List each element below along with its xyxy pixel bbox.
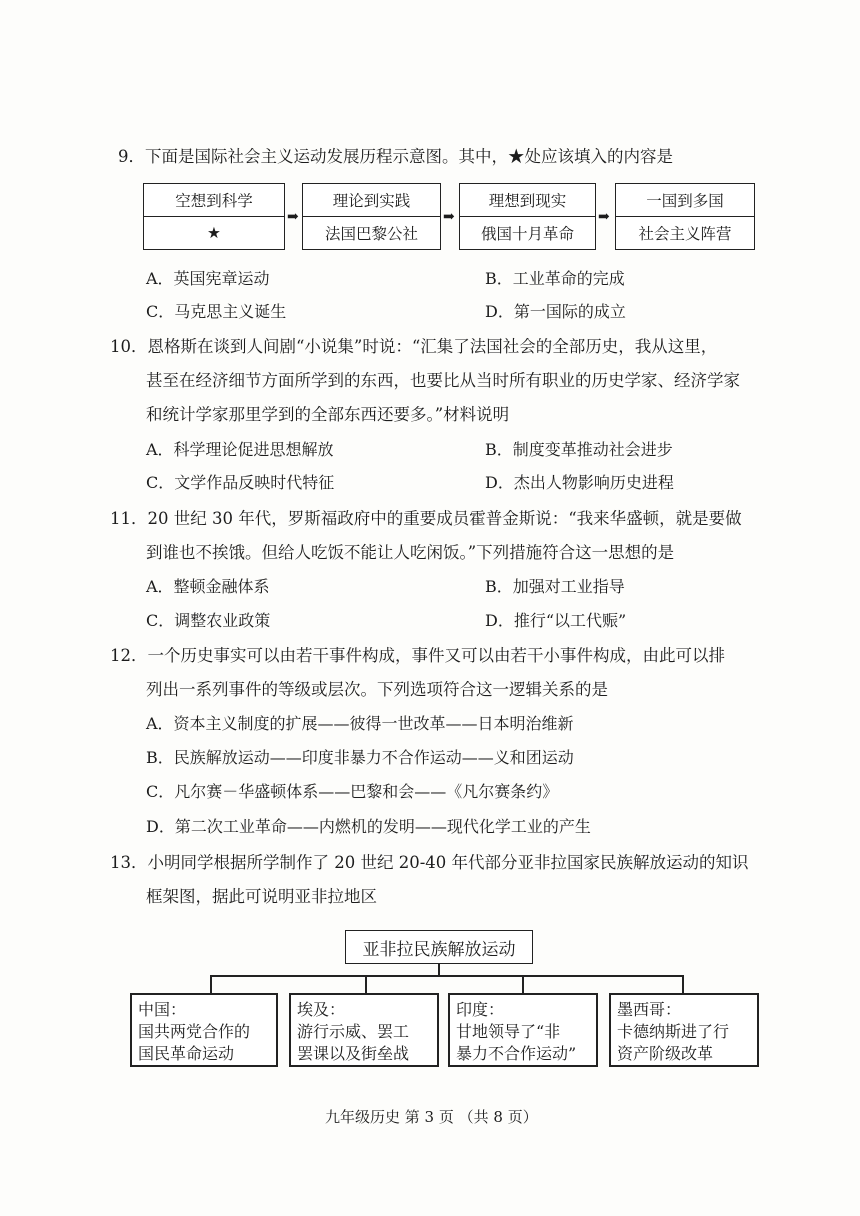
box-line: 卡德纳斯进了行 [617, 1022, 730, 1041]
framework-box-mexico [609, 993, 759, 1067]
connector-drop-4 [682, 975, 684, 993]
q11-option-d: D．推行“以工代赈” [485, 611, 627, 630]
connector-bar [210, 975, 683, 977]
box-line: 印度： [456, 1000, 505, 1019]
q9-option-a: A．英国宪章运动 [146, 269, 270, 288]
q12-option-a: A．资本主义制度的扩展——彼得一世改革——日本明治维新 [146, 714, 574, 733]
flow-box-3 [459, 183, 596, 250]
flow-box-4 [615, 183, 755, 250]
q9-option-b: B．工业革命的完成 [485, 269, 625, 288]
framework-box-india [448, 993, 598, 1067]
q11-option-b: B．加强对工业指导 [485, 577, 625, 596]
q10-option-a: A．科学理论促进思想解放 [146, 440, 334, 459]
box-line: 中国： [138, 1000, 187, 1019]
q12-stem-line-1: 12．一个历史事实可以由若干事件构成，事件又可以由若干小事件构成，由此可以排 [110, 646, 725, 665]
framework-title: 亚非拉民族解放运动 [345, 930, 533, 964]
flow-arrow-icon: ➡ [443, 209, 455, 225]
q9-option-c: C．马克思主义诞生 [146, 302, 287, 321]
q10-stem-line-2: 甚至在经济细节方面所学到的东西，也要比从当时所有职业的历史学家、经济学家 [146, 371, 740, 390]
q10-stem-line-1: 10．恩格斯在谈到人间剧“小说集”时说：“汇集了法国社会的全部历史，我从这里， [110, 337, 718, 356]
flow-box-4-top: 一国到多国 [616, 184, 754, 217]
framework-box-egypt [289, 993, 439, 1067]
flow-box-3-bottom: 俄国十月革命 [480, 224, 574, 243]
flow-box-1 [143, 183, 285, 250]
box-line: 甘地领导了“非 [456, 1022, 561, 1041]
q13-stem-line-1: 13．小明同学根据所学制作了 20 世纪 20-40 年代部分亚非拉国家民族解放运动的知识 [110, 853, 749, 872]
flow-box-4-bottom: 社会主义阵营 [638, 224, 732, 243]
q10-option-d: D．杰出人物影响历史进程 [485, 473, 674, 492]
q10-stem-line-3: 和统计学家那里学到的全部东西还要多。”材料说明 [146, 405, 510, 424]
connector-drop-1 [210, 975, 212, 993]
page-footer: 九年级历史 第 3 页 （共 8 页） [325, 1108, 538, 1126]
q9-option-d: D．第一国际的成立 [485, 302, 626, 321]
box-line: 国民革命运动 [138, 1044, 235, 1063]
q11-option-c: C．调整农业政策 [146, 611, 271, 630]
flow-box-3-top: 理想到现实 [460, 184, 595, 217]
q12-option-c: C．凡尔赛－华盛顿体系——巴黎和会——《凡尔赛条约》 [146, 782, 559, 801]
q10-option-c: C．文学作品反映时代特征 [146, 473, 335, 492]
q11-stem-line-2: 到谁也不挨饿。但给人吃饭不能让人吃闲饭。”下列措施符合这一思想的是 [146, 543, 675, 562]
box-line: 国共两党合作的 [138, 1022, 251, 1041]
box-line: 游行示威、罢工 [297, 1022, 410, 1041]
q10-option-b: B．制度变革推动社会进步 [485, 440, 673, 459]
q11-stem-line-1: 11．20 世纪 30 年代，罗斯福政府中的重要成员霍普金斯说：“我来华盛顿，就是要做 [110, 509, 742, 528]
flow-box-1-bottom: ★ [207, 223, 221, 242]
flow-arrow-icon: ➡ [598, 209, 610, 225]
flow-box-2-bottom: 法国巴黎公社 [324, 224, 418, 243]
q12-stem-line-2: 列出一系列事件的等级或层次。下列选项符合这一逻辑关系的是 [146, 680, 608, 699]
flow-box-2-top: 理论到实践 [303, 184, 440, 217]
q11-option-a: A．整顿金融体系 [146, 577, 270, 596]
flow-box-2 [302, 183, 441, 250]
connector-drop-2 [365, 975, 367, 993]
box-line: 暴力不合作运动” [456, 1044, 577, 1063]
q12-option-b: B．民族解放运动——印度非暴力不合作运动——义和团运动 [146, 748, 574, 767]
framework-box-china [130, 993, 278, 1067]
flow-arrow-icon: ➡ [287, 209, 299, 225]
connector-drop-3 [522, 975, 524, 993]
box-line: 埃及： [297, 1000, 346, 1019]
q9-stem: 9．下面是国际社会主义运动发展历程示意图。其中，★处应该填入的内容是 [118, 147, 673, 166]
flow-box-1-top: 空想到科学 [144, 184, 284, 217]
box-line: 资产阶级改革 [617, 1044, 714, 1063]
q13-stem-line-2: 框架图，据此可说明亚非拉地区 [146, 887, 377, 906]
q12-option-d: D．第二次工业革命——内燃机的发明——现代化学工业的产生 [146, 817, 591, 836]
box-line: 罢课以及街垒战 [297, 1044, 410, 1063]
box-line: 墨西哥： [617, 1000, 682, 1019]
